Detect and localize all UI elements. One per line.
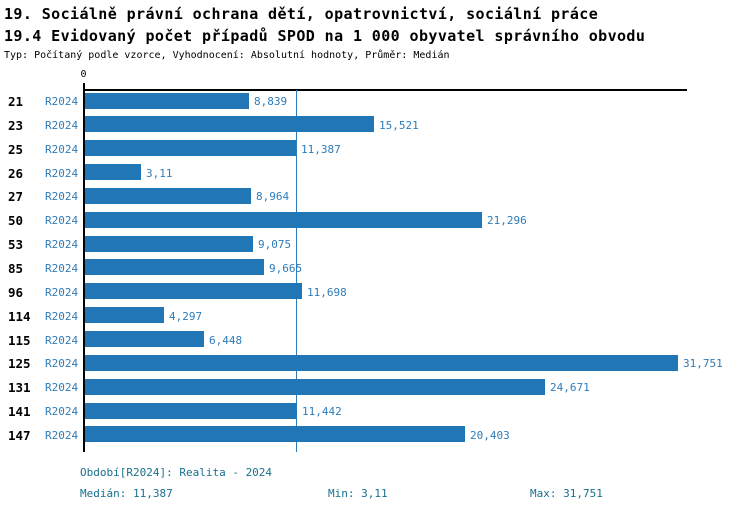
- bar: [85, 236, 253, 252]
- bar: [85, 355, 678, 371]
- bar-row: [0, 185, 750, 209]
- series-label: R2024: [45, 142, 79, 156]
- bar-row: [0, 376, 750, 400]
- category-label: 53: [8, 237, 24, 253]
- bar: [85, 403, 297, 419]
- bar: [85, 93, 249, 109]
- category-label: 114: [8, 308, 31, 324]
- bar: [85, 426, 465, 442]
- bar-row: [0, 281, 750, 305]
- value-label: 9,075: [258, 238, 292, 252]
- series-label: R2024: [45, 309, 79, 323]
- footer-period: Období[R2024]: Realita - 2024: [80, 466, 273, 479]
- report-title-line2: 19.4 Evidovaný počet případů SPOD na 1 000 obyvatel správního obvodu: [4, 27, 646, 45]
- series-label: R2024: [45, 333, 79, 347]
- category-label: 141: [8, 404, 31, 420]
- bar: [85, 116, 374, 132]
- series-label: R2024: [45, 428, 79, 442]
- bar: [85, 331, 204, 347]
- series-label: R2024: [45, 95, 79, 108]
- value-label: 15,521: [379, 118, 419, 132]
- bar-row: [0, 257, 750, 281]
- value-label: 11,698: [307, 285, 347, 299]
- bar-row: [0, 305, 750, 329]
- value-label: 11,442: [302, 405, 342, 419]
- value-label: 8,964: [256, 190, 290, 204]
- bar-row: [0, 138, 750, 162]
- value-label: 8,839: [254, 95, 288, 108]
- value-label: 3,11: [146, 166, 173, 180]
- value-label: 11,387: [301, 142, 341, 156]
- value-label: 6,448: [209, 333, 243, 347]
- category-label: 21: [8, 94, 24, 109]
- bar-row: [0, 352, 750, 376]
- bar: [85, 307, 164, 323]
- category-label: 125: [8, 356, 31, 372]
- category-label: 115: [8, 332, 31, 348]
- bar: [85, 164, 141, 180]
- value-label: 20,403: [470, 428, 510, 442]
- series-label: R2024: [45, 357, 79, 371]
- value-label: 21,296: [487, 214, 527, 228]
- footer-min-stat: Min: 3,11: [328, 487, 388, 500]
- series-label: R2024: [45, 118, 79, 132]
- value-label: 31,751: [683, 357, 723, 371]
- bar-row: [0, 114, 750, 138]
- bar: [85, 283, 302, 299]
- footer-median-stat: Medián: 11,387: [80, 487, 173, 500]
- category-label: 25: [8, 141, 24, 157]
- value-label: 24,671: [550, 381, 590, 395]
- category-label: 131: [8, 380, 31, 396]
- series-label: R2024: [45, 405, 79, 419]
- category-label: 50: [8, 213, 24, 229]
- bar-row: [0, 329, 750, 353]
- report-meta-line: Typ: Počítaný podle vzorce, Vyhodnocení: Absolutní hodnoty, Průměr: Medián: [4, 50, 450, 61]
- series-label: R2024: [45, 214, 79, 228]
- footer-max-stat: Max: 31,751: [530, 487, 603, 500]
- bar-row: [0, 162, 750, 186]
- series-label: R2024: [45, 261, 79, 275]
- series-label: R2024: [45, 190, 79, 204]
- value-label: 9,665: [269, 261, 303, 275]
- category-label: 23: [8, 117, 24, 133]
- bar: [85, 212, 482, 228]
- bars-area: [0, 90, 750, 452]
- bar: [85, 379, 545, 395]
- series-label: R2024: [45, 381, 79, 395]
- category-label: 27: [8, 189, 24, 205]
- series-label: R2024: [45, 285, 79, 299]
- bar-row: [0, 90, 750, 114]
- x-axis-zero-tick-label: 0: [80, 69, 87, 80]
- bar: [85, 188, 251, 204]
- bar: [85, 140, 296, 156]
- series-label: R2024: [45, 166, 79, 180]
- bar: [85, 259, 264, 275]
- bar-row: [0, 400, 750, 424]
- value-label: 4,297: [169, 309, 203, 323]
- category-label: 96: [8, 284, 24, 300]
- bar-row: [0, 233, 750, 257]
- bar-row: [0, 209, 750, 233]
- bar-row: [0, 424, 750, 448]
- report-title-line1: 19. Sociálně právní ochrana dětí, opatrovnictví, sociální práce: [4, 5, 599, 23]
- category-label: 147: [8, 427, 31, 443]
- series-label: R2024: [45, 238, 79, 252]
- category-label: 85: [8, 260, 24, 276]
- category-label: 26: [8, 165, 24, 181]
